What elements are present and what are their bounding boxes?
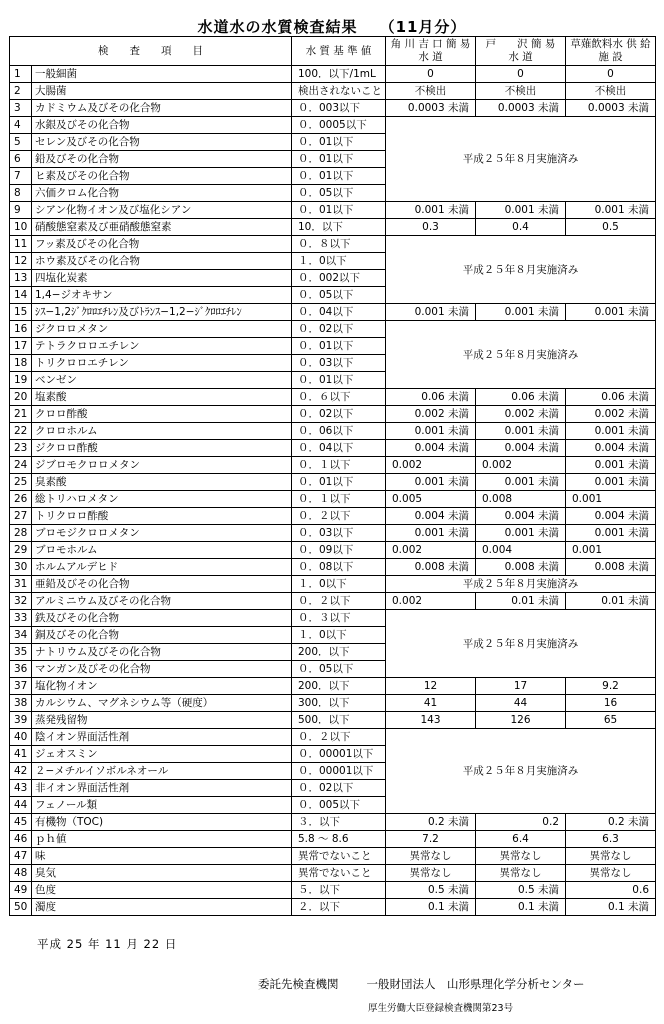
table-row [10, 848, 656, 865]
row-standard: ０．02以下 [292, 406, 386, 423]
row-standard: １．0以下 [292, 253, 386, 270]
row-value-site3: 0.002 未満 [566, 406, 656, 423]
row-standard: ０．08以下 [292, 559, 386, 576]
row-value-site2: 0.001 未満 [476, 525, 566, 542]
row-item-name: 硝酸態窒素及び亜硝酸態窒素 [32, 219, 292, 236]
row-standard: ３．以下 [292, 814, 386, 831]
row-value-site3: 0.1 未満 [566, 899, 656, 916]
row-value-site1: 0.002 未満 [386, 406, 476, 423]
row-item-name: テトラクロロエチレン [32, 338, 292, 355]
row-value-site2: 0.008 [476, 491, 566, 508]
table-row [10, 831, 656, 848]
row-item-name: ブロモホルム [32, 542, 292, 559]
merged-note: 平成２５年８月実施済み [386, 321, 656, 389]
row-standard: ０．01以下 [292, 202, 386, 219]
row-number: 14 [10, 287, 32, 304]
row-standard: ０．01以下 [292, 338, 386, 355]
row-value-site3: 0.001 未満 [566, 423, 656, 440]
row-standard: １．0以下 [292, 576, 386, 593]
row-item-name: 総トリハロメタン [32, 491, 292, 508]
row-value-site2: 0.01 未満 [476, 593, 566, 610]
row-number: 7 [10, 168, 32, 185]
row-standard: 10．以下 [292, 219, 386, 236]
row-number: 47 [10, 848, 32, 865]
title-month: （11月分） [379, 18, 467, 36]
row-value-site3: 0.001 [566, 542, 656, 559]
row-value-site1: 0.004 未満 [386, 508, 476, 525]
row-value-site1: 0.5 未満 [386, 882, 476, 899]
table-row [10, 610, 656, 627]
row-value-site1: 0.0003 未満 [386, 100, 476, 117]
table-row [10, 406, 656, 423]
row-standard: ０．１以下 [292, 457, 386, 474]
row-value-site3: 0 [566, 66, 656, 83]
row-item-name: セレン及びその化合物 [32, 134, 292, 151]
table-row [10, 508, 656, 525]
row-value-site1: 0.2 未満 [386, 814, 476, 831]
row-number: 42 [10, 763, 32, 780]
row-standard: 検出されないこと [292, 83, 386, 100]
row-number: 1 [10, 66, 32, 83]
row-value-site1: 0.002 [386, 542, 476, 559]
row-value-site2: 0.002 [476, 457, 566, 474]
row-value-site1: 0.008 未満 [386, 559, 476, 576]
row-value-site1: 41 [386, 695, 476, 712]
row-value-site1: 0.3 [386, 219, 476, 236]
row-standard: ０．04以下 [292, 304, 386, 321]
results-table [9, 36, 656, 916]
row-number: 43 [10, 780, 32, 797]
row-value-site2: 17 [476, 678, 566, 695]
row-standard: ０．02以下 [292, 780, 386, 797]
row-item-name: 蒸発残留物 [32, 712, 292, 729]
row-standard: ５．以下 [292, 882, 386, 899]
row-value-site1: 0.001 未満 [386, 423, 476, 440]
row-value-site2: 0.002 未満 [476, 406, 566, 423]
row-standard: ０．01以下 [292, 168, 386, 185]
row-item-name: 濁度 [32, 899, 292, 916]
row-value-site3: 0.001 未満 [566, 202, 656, 219]
row-standard: ０．01以下 [292, 372, 386, 389]
row-number: 22 [10, 423, 32, 440]
table-header-row [10, 37, 656, 66]
row-item-name: ジクロロ酢酸 [32, 440, 292, 457]
row-standard: ０．02以下 [292, 321, 386, 338]
row-value-site3: 0.001 未満 [566, 304, 656, 321]
table-row [10, 389, 656, 406]
table-row [10, 525, 656, 542]
merged-note: 平成２５年８月実施済み [386, 236, 656, 304]
table-row [10, 899, 656, 916]
page-title [0, 16, 664, 37]
row-value-site3: 6.3 [566, 831, 656, 848]
row-value-site3: 異常なし [566, 848, 656, 865]
header-item: 検 査 項 目 [10, 37, 292, 66]
row-value-site2: 0.1 未満 [476, 899, 566, 916]
row-value-site1: 0.002 [386, 593, 476, 610]
header-site3: 草薙飲料水 供 給 施 設 [566, 37, 656, 66]
row-value-site2: 不検出 [476, 83, 566, 100]
table-row [10, 491, 656, 508]
row-value-site1: 0.002 [386, 457, 476, 474]
row-value-site2: 0.5 未満 [476, 882, 566, 899]
row-value-site3: 0.0003 未満 [566, 100, 656, 117]
row-standard: １．0以下 [292, 627, 386, 644]
row-value-site2: 0.001 未満 [476, 423, 566, 440]
row-item-name: シアン化物イオン及び塩化シアン [32, 202, 292, 219]
table-row [10, 712, 656, 729]
row-number: 8 [10, 185, 32, 202]
row-item-name: 四塩化炭素 [32, 270, 292, 287]
row-item-name: ヒ素及びその化合物 [32, 168, 292, 185]
row-value-site1: 異常なし [386, 848, 476, 865]
row-item-name: 一般細菌 [32, 66, 292, 83]
table-row [10, 423, 656, 440]
row-number: 3 [10, 100, 32, 117]
row-value-site2: 6.4 [476, 831, 566, 848]
row-value-site2: 0.2 [476, 814, 566, 831]
row-number: 10 [10, 219, 32, 236]
row-number: 4 [10, 117, 32, 134]
row-value-site2: 0.004 未満 [476, 508, 566, 525]
row-standard: ０．05以下 [292, 661, 386, 678]
header-standard: 水 質 基 準 値 [292, 37, 386, 66]
table-row [10, 66, 656, 83]
footer-registration: 厚生労働大臣登録検査機関第23号 [368, 1003, 514, 1014]
row-value-site3: 16 [566, 695, 656, 712]
row-standard: ０．00001以下 [292, 763, 386, 780]
footer-org: 一般財団法人 山形県理化学分析センター [366, 977, 585, 991]
row-value-site3: 0.001 未満 [566, 474, 656, 491]
table-row [10, 236, 656, 253]
row-value-site2: 44 [476, 695, 566, 712]
row-value-site1: 0 [386, 66, 476, 83]
row-item-name: 亜鉛及びその化合物 [32, 576, 292, 593]
row-standard: ０．06以下 [292, 423, 386, 440]
table-body [10, 66, 656, 916]
row-standard: ０．005以下 [292, 797, 386, 814]
table-row [10, 304, 656, 321]
row-number: 23 [10, 440, 32, 457]
row-item-name: 大腸菌 [32, 83, 292, 100]
row-standard: ０．６以下 [292, 389, 386, 406]
row-number: 38 [10, 695, 32, 712]
row-value-site3: 0.008 未満 [566, 559, 656, 576]
row-number: 11 [10, 236, 32, 253]
row-standard: ０．05以下 [292, 287, 386, 304]
row-number: 31 [10, 576, 32, 593]
row-number: 33 [10, 610, 32, 627]
table-row [10, 865, 656, 882]
row-value-site3: 65 [566, 712, 656, 729]
row-standard: ０．３以下 [292, 610, 386, 627]
row-standard: ０．01以下 [292, 151, 386, 168]
row-value-site3: 0.5 [566, 219, 656, 236]
row-value-site2: 0.004 未満 [476, 440, 566, 457]
row-item-name: 非イオン界面活性剤 [32, 780, 292, 797]
row-standard: ０．04以下 [292, 440, 386, 457]
row-item-name: ベンゼン [32, 372, 292, 389]
row-item-name: 鉛及びその化合物 [32, 151, 292, 168]
row-item-name: 水銀及びその化合物 [32, 117, 292, 134]
table-row [10, 729, 656, 746]
row-value-site2: 0.001 未満 [476, 474, 566, 491]
row-number: 13 [10, 270, 32, 287]
row-standard: ０．05以下 [292, 185, 386, 202]
row-standard: ０．003以下 [292, 100, 386, 117]
row-item-name: 味 [32, 848, 292, 865]
row-value-site3: 0.001 未満 [566, 525, 656, 542]
row-value-site1: 7.2 [386, 831, 476, 848]
row-number: 25 [10, 474, 32, 491]
row-item-name: 1,4−ジオキサン [32, 287, 292, 304]
row-standard: ０．８以下 [292, 236, 386, 253]
row-standard: ０．２以下 [292, 593, 386, 610]
row-value-site1: 0.005 [386, 491, 476, 508]
row-item-name: フェノール類 [32, 797, 292, 814]
row-number: 19 [10, 372, 32, 389]
row-value-site2: 0.004 [476, 542, 566, 559]
row-value-site1: 0.001 未満 [386, 525, 476, 542]
table-row [10, 219, 656, 236]
footer-line [258, 976, 585, 992]
row-item-name: 塩化物イオン [32, 678, 292, 695]
row-number: 18 [10, 355, 32, 372]
row-standard: ０．00001以下 [292, 746, 386, 763]
table-row [10, 695, 656, 712]
row-value-site3: 0.004 未満 [566, 440, 656, 457]
row-number: 36 [10, 661, 32, 678]
row-number: 17 [10, 338, 32, 355]
row-item-name: クロロホルム [32, 423, 292, 440]
row-value-site1: 0.001 未満 [386, 474, 476, 491]
row-item-name: ｐｈ値 [32, 831, 292, 848]
row-standard: 異常でないこと [292, 848, 386, 865]
row-item-name: ジェオスミン [32, 746, 292, 763]
row-value-site1: 143 [386, 712, 476, 729]
table-row [10, 117, 656, 134]
row-item-name: カルシウム、マグネシウム等（硬度） [32, 695, 292, 712]
row-item-name: フッ素及びその化合物 [32, 236, 292, 253]
row-standard: ０．２以下 [292, 508, 386, 525]
row-item-name: 色度 [32, 882, 292, 899]
row-value-site3: 0.06 未満 [566, 389, 656, 406]
merged-note: 平成２５年８月実施済み [386, 117, 656, 202]
row-value-site3: 0.004 未満 [566, 508, 656, 525]
table-row [10, 321, 656, 338]
header-site1: 角 川 吉 口 簡 易 水 道 [386, 37, 476, 66]
row-value-site1: 0.001 未満 [386, 202, 476, 219]
row-number: 41 [10, 746, 32, 763]
row-item-name: 塩素酸 [32, 389, 292, 406]
row-value-site3: 0.2 未満 [566, 814, 656, 831]
row-item-name: トリクロロエチレン [32, 355, 292, 372]
row-value-site1: 不検出 [386, 83, 476, 100]
row-number: 12 [10, 253, 32, 270]
row-value-site1: 0.1 未満 [386, 899, 476, 916]
row-value-site2: 0.001 未満 [476, 304, 566, 321]
row-value-site3: 0.001 [566, 491, 656, 508]
row-item-name: 臭気 [32, 865, 292, 882]
row-standard: 500．以下 [292, 712, 386, 729]
row-number: 50 [10, 899, 32, 916]
row-number: 5 [10, 134, 32, 151]
row-number: 48 [10, 865, 32, 882]
row-item-name: ｼｽ−1,2ｼﾞｸﾛﾛｴﾁﾚﾝ及びﾄﾗﾝｽ−1,2−ｼﾞｸﾛﾛｴﾁﾚﾝ [32, 304, 292, 321]
footer-label: 委託先検査機関 [258, 977, 339, 991]
row-number: 49 [10, 882, 32, 899]
row-item-name: マンガン及びその化合物 [32, 661, 292, 678]
row-standard: 200．以下 [292, 678, 386, 695]
row-number: 21 [10, 406, 32, 423]
table-row [10, 678, 656, 695]
row-standard: ０．01以下 [292, 474, 386, 491]
row-number: 26 [10, 491, 32, 508]
row-item-name: アルミニウム及びその化合物 [32, 593, 292, 610]
row-number: 9 [10, 202, 32, 219]
table-row [10, 100, 656, 117]
merged-note: 平成２５年８月実施済み [386, 729, 656, 814]
row-value-site2: 0.001 未満 [476, 202, 566, 219]
table-row [10, 440, 656, 457]
row-item-name: 六価クロム化合物 [32, 185, 292, 202]
row-value-site1: 0.06 未満 [386, 389, 476, 406]
table-row [10, 83, 656, 100]
row-number: 6 [10, 151, 32, 168]
row-standard: 200．以下 [292, 644, 386, 661]
row-standard: 100．以下/1mL [292, 66, 386, 83]
row-value-site2: 異常なし [476, 848, 566, 865]
row-item-name: ２−メチルイソボルネオール [32, 763, 292, 780]
table-row [10, 202, 656, 219]
row-number: 28 [10, 525, 32, 542]
row-number: 37 [10, 678, 32, 695]
row-standard: 300．以下 [292, 695, 386, 712]
row-standard: ０．09以下 [292, 542, 386, 559]
row-item-name: ジブロモクロロメタン [32, 457, 292, 474]
table-row [10, 474, 656, 491]
title-text: 水道水の水質検査結果 [197, 18, 358, 36]
row-value-site3: 不検出 [566, 83, 656, 100]
table-row [10, 593, 656, 610]
table-row [10, 542, 656, 559]
row-number: 46 [10, 831, 32, 848]
row-item-name: クロロ酢酸 [32, 406, 292, 423]
row-value-site1: 0.001 未満 [386, 304, 476, 321]
row-value-site2: 126 [476, 712, 566, 729]
row-standard: ０．２以下 [292, 729, 386, 746]
row-item-name: カドミウム及びその化合物 [32, 100, 292, 117]
table-row [10, 882, 656, 899]
row-number: 16 [10, 321, 32, 338]
row-value-site1: 0.004 未満 [386, 440, 476, 457]
row-number: 20 [10, 389, 32, 406]
row-number: 35 [10, 644, 32, 661]
row-item-name: ブロモジクロロメタン [32, 525, 292, 542]
row-value-site3: 異常なし [566, 865, 656, 882]
row-number: 15 [10, 304, 32, 321]
row-item-name: 陰イオン界面活性剤 [32, 729, 292, 746]
row-item-name: トリクロロ酢酸 [32, 508, 292, 525]
row-standard: ０．01以下 [292, 134, 386, 151]
row-value-site2: 0.008 未満 [476, 559, 566, 576]
row-number: 30 [10, 559, 32, 576]
row-value-site2: 0.06 未満 [476, 389, 566, 406]
row-value-site3: 0.001 未満 [566, 457, 656, 474]
row-number: 29 [10, 542, 32, 559]
row-number: 39 [10, 712, 32, 729]
table-row [10, 814, 656, 831]
row-value-site2: 0 [476, 66, 566, 83]
row-number: 24 [10, 457, 32, 474]
row-item-name: 鉄及びその化合物 [32, 610, 292, 627]
header-site2: 戸 沢 簡 易 水 道 [476, 37, 566, 66]
row-item-name: ナトリウム及びその化合物 [32, 644, 292, 661]
row-number: 2 [10, 83, 32, 100]
row-item-name: 銅及びその化合物 [32, 627, 292, 644]
row-item-name: ジクロロメタン [32, 321, 292, 338]
row-value-site3: 0.01 未満 [566, 593, 656, 610]
row-value-site3: 9.2 [566, 678, 656, 695]
row-standard: ０．03以下 [292, 525, 386, 542]
row-number: 27 [10, 508, 32, 525]
row-value-site1: 12 [386, 678, 476, 695]
table-row [10, 457, 656, 474]
row-item-name: 有機物（TOC) [32, 814, 292, 831]
table-row [10, 559, 656, 576]
row-standard: ０．0005以下 [292, 117, 386, 134]
row-item-name: ホウ素及びその化合物 [32, 253, 292, 270]
merged-note: 平成２５年８月実施済み [386, 610, 656, 678]
row-standard: 5.8 〜 8.6 [292, 831, 386, 848]
row-value-site2: 0.0003 未満 [476, 100, 566, 117]
table-row [10, 576, 656, 593]
row-standard: ２．以下 [292, 899, 386, 916]
row-item-name: 臭素酸 [32, 474, 292, 491]
row-standard: ０．002以下 [292, 270, 386, 287]
report-date: 平成 25 年 11 月 22 日 [37, 937, 178, 951]
row-value-site1: 異常なし [386, 865, 476, 882]
row-number: 44 [10, 797, 32, 814]
row-number: 32 [10, 593, 32, 610]
row-number: 40 [10, 729, 32, 746]
row-value-site2: 0.4 [476, 219, 566, 236]
row-standard: ０．03以下 [292, 355, 386, 372]
row-number: 34 [10, 627, 32, 644]
row-standard: 異常でないこと [292, 865, 386, 882]
row-standard: ０．１以下 [292, 491, 386, 508]
merged-note: 平成２５年８月実施済み [386, 576, 656, 593]
row-value-site2: 異常なし [476, 865, 566, 882]
row-item-name: ホルムアルデヒド [32, 559, 292, 576]
row-number: 45 [10, 814, 32, 831]
row-value-site3: 0.6 [566, 882, 656, 899]
